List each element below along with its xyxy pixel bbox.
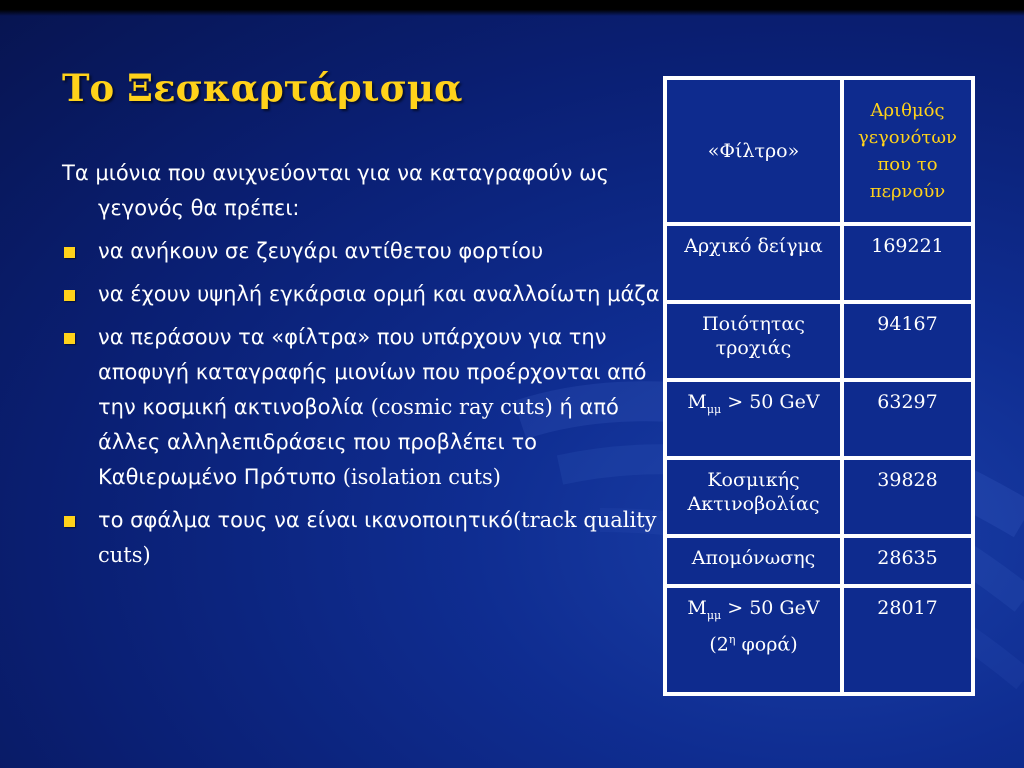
mass-subscript: μμ xyxy=(706,608,722,622)
bullet-item xyxy=(62,234,660,269)
row-filter: Αρχικό δείγμα xyxy=(665,224,842,302)
row-filter: Ποιότητας τροχιάς xyxy=(665,302,842,380)
bullet-text: να έχουν υψηλή εγκάρσια ορμή και αναλλοίωτη μάζα xyxy=(98,282,660,306)
bullet-text: να ανήκουν σε ζευγάρι αντίθετου φορτίου xyxy=(98,239,544,263)
row-count: 63297 xyxy=(842,380,973,458)
row-count: 94167 xyxy=(842,302,973,380)
mass-symbol: M xyxy=(687,391,707,413)
second-time-text: (2 xyxy=(709,633,729,656)
mass-threshold: > 50 GeV xyxy=(721,597,820,619)
mass-symbol: M xyxy=(687,597,707,619)
row-filter: Κοσμικής Ακτινοβολίας xyxy=(665,458,842,536)
bullet-square-icon xyxy=(64,247,75,258)
bullet-text-latin: (isolation cuts) xyxy=(342,465,501,489)
bullet-item xyxy=(62,320,660,495)
mass-subscript: μμ xyxy=(706,402,722,416)
bullet-text: το σφάλμα τους να είναι ικανοποιητικό xyxy=(98,508,513,532)
row-count: 28017 xyxy=(842,586,973,694)
slide-body xyxy=(62,156,660,581)
header-filter: «Φίλτρο» xyxy=(665,78,842,224)
intro-text: Τα μιόνια που ανιχνεύονται για να καταγραφούν ως γεγονός θα πρέπει: xyxy=(62,161,609,220)
bullet-square-icon xyxy=(64,290,75,301)
table-row xyxy=(665,586,973,694)
filter-table-frame xyxy=(663,76,975,696)
ordinal-superscript: η xyxy=(728,632,736,646)
bullet-item xyxy=(62,277,660,312)
bullet-square-icon xyxy=(64,333,75,344)
row-count: 39828 xyxy=(842,458,973,536)
table-row xyxy=(665,302,973,380)
row-filter: Απομόνωσης xyxy=(665,536,842,586)
row-count: 169221 xyxy=(842,224,973,302)
bullet-text-latin: (track quality cuts) xyxy=(98,508,657,567)
bullet-text-latin: (cosmic ray cuts) xyxy=(370,395,553,419)
bullet-text: να περάσουν τα «φίλτρα» που υπάρχουν για την αποφυγή καταγραφής μιονίων που προέρχονται από την κοσμική ακτινοβολία xyxy=(98,325,647,419)
row-count: 28635 xyxy=(842,536,973,586)
second-time-text: φορά) xyxy=(735,633,798,656)
row-filter xyxy=(665,586,842,694)
row-filter xyxy=(665,380,842,458)
table-row xyxy=(665,380,973,458)
slide-title: Το Ξεσκαρτάρισμα xyxy=(62,66,463,110)
bullet-square-icon xyxy=(64,516,75,527)
table-row xyxy=(665,224,973,302)
slide-top-band xyxy=(0,0,1024,16)
table-row xyxy=(665,536,973,586)
bullet-list xyxy=(62,234,660,573)
table-row xyxy=(665,458,973,536)
mass-threshold: > 50 GeV xyxy=(721,391,820,413)
filter-table xyxy=(665,78,973,694)
bullet-item xyxy=(62,503,660,573)
header-event-count: Αριθμός γεγονότων που το περνούν xyxy=(842,78,973,224)
table-header-row xyxy=(665,78,973,224)
bullet-text: ή από άλλες αλληλεπιδράσεις που προβλέπει το Καθιερωμένο Πρότυπο xyxy=(98,395,619,489)
